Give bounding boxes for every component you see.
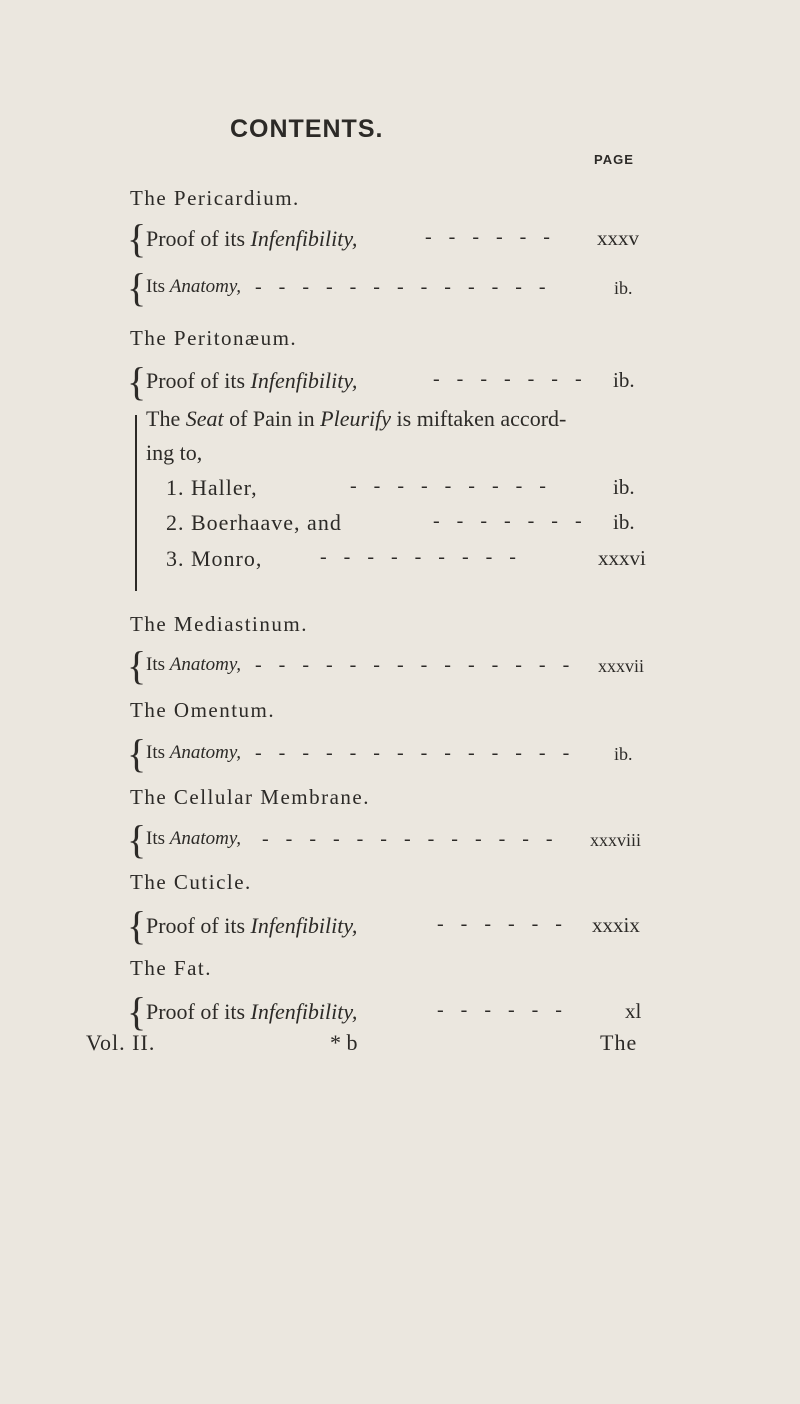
leader-dots: - - - - - - - - - - - - -	[262, 828, 559, 850]
leader-dots: - - - - - -	[425, 226, 556, 248]
section-heading-peritonaeum: The Peritonæum.	[130, 326, 298, 350]
toc-entry: The Seat of Pain in Pleurify is miftaken accord-	[146, 406, 567, 431]
toc-entry: Its Anatomy,	[146, 654, 241, 675]
section-heading-cellular-membrane: The Cellular Membrane.	[130, 785, 371, 809]
footer-volume: Vol. II.	[86, 1030, 156, 1055]
brace-mark: {	[127, 903, 147, 948]
brace-mark: {	[127, 989, 147, 1034]
toc-entry: Its Anatomy,	[146, 828, 241, 849]
toc-entry-continuation: ing to,	[146, 440, 203, 465]
page-number: xxxix	[592, 913, 640, 937]
brace-mark: {	[127, 817, 147, 862]
page-number: ib.	[614, 278, 633, 298]
page-number: ib.	[613, 475, 635, 499]
contents-title: CONTENTS.	[230, 115, 384, 143]
leader-dots: - - - - - -	[437, 913, 568, 935]
footer-catchword: The	[600, 1030, 638, 1055]
section-heading-pericardium: The Pericardium.	[130, 186, 300, 210]
page-number: xl	[625, 999, 642, 1023]
footer-signature: * b	[330, 1030, 358, 1055]
page-number: xxxviii	[590, 830, 642, 850]
page-number: xxxvii	[598, 656, 645, 676]
page-number: xxxvi	[598, 546, 646, 570]
section-heading-omentum: The Omentum.	[130, 698, 276, 722]
page-column-label: PAGE	[594, 152, 634, 167]
leader-dots: - - - - - - - - - - - - - -	[255, 742, 576, 764]
page-number: xxxv	[597, 226, 639, 250]
leader-dots: - - - - - - - - - - - - - -	[255, 654, 576, 676]
brace-mark: {	[127, 359, 147, 404]
toc-entry: Proof of its Infenfibility,	[146, 368, 358, 393]
leader-dots: - - - - - - -	[433, 510, 588, 532]
leader-dots: - - - - - - -	[433, 368, 588, 390]
section-heading-cuticle: The Cuticle.	[130, 870, 252, 894]
toc-entry: Its Anatomy,	[146, 742, 241, 763]
brace-mark: {	[127, 265, 147, 310]
toc-entry: Proof of its Infenfibility,	[146, 999, 358, 1024]
toc-entry: 3. Monro,	[166, 546, 263, 571]
toc-entry: 1. Haller,	[166, 475, 258, 500]
brace-mark: {	[127, 216, 147, 261]
leader-dots: - - - - - -	[437, 999, 568, 1021]
toc-entry: Its Anatomy,	[146, 276, 241, 297]
toc-entry: Proof of its Infenfibility,	[146, 913, 358, 938]
page-number: ib.	[613, 368, 635, 392]
brace-mark: {	[127, 643, 147, 688]
page-number: ib.	[613, 510, 635, 534]
brace-mark: {	[127, 731, 147, 776]
section-heading-fat: The Fat.	[130, 956, 212, 980]
leader-dots: - - - - - - - - -	[350, 475, 552, 497]
page-number: ib.	[614, 744, 633, 764]
bracket-line	[135, 415, 137, 591]
toc-entry: Proof of its Infenfibility,	[146, 226, 358, 251]
toc-entry: 2. Boerhaave, and	[166, 510, 342, 535]
leader-dots: - - - - - - - - - - - - -	[255, 276, 552, 298]
section-heading-mediastinum: The Mediastinum.	[130, 612, 308, 636]
leader-dots: - - - - - - - - -	[320, 546, 522, 568]
